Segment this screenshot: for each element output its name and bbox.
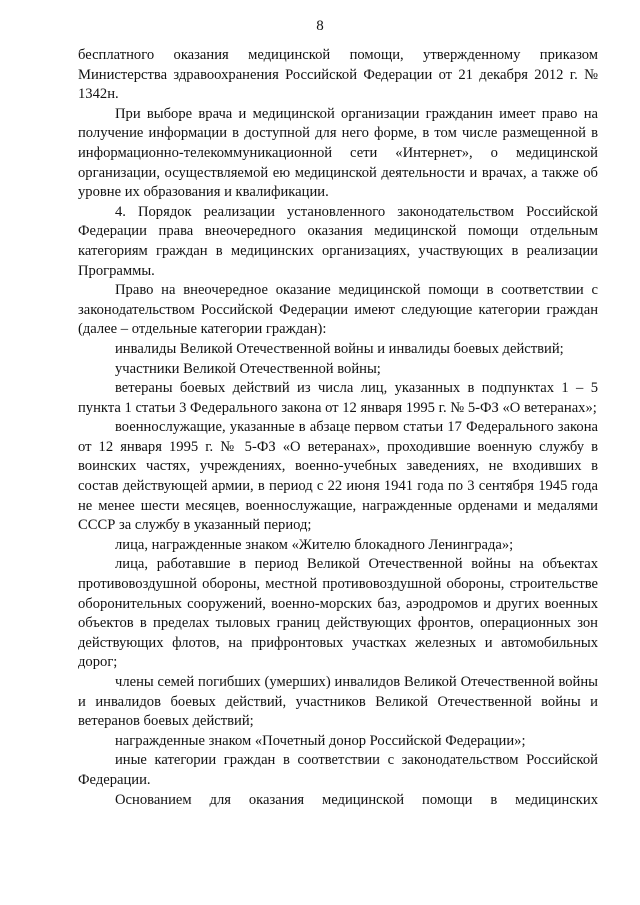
paragraph-section-4-heading: 4. Порядок реализации установленного законодательством Российской Федерации права внеочередного оказания медицинской помощи отдельным категориям граждан в медицинских организациях, участвующих в реализации Программы. [78,203,598,279]
paragraph-continuation: бесплатного оказания медицинской помощи, утвержденному приказом Министерства здравоохранения Российской Федерации от 21 декабря 2012 г. № 1342н. [78,47,598,103]
list-item-war-participants: участники Великой Отечественной войны; [115,360,381,377]
paragraph-grounds-continued: Основанием для оказания медицинской помощи в медицинских [115,791,598,808]
list-item-other-categories: иные категории граждан в соответствии с законодательством Российской Федерации. [78,752,598,788]
list-item-leningrad-siege: лица, награжденные знаком «Жителю блокадного Ленинграда»; [115,536,514,553]
page-number: 8 [316,18,324,34]
list-item-war-invalids: инвалиды Великой Отечественной войны и инвалиды боевых действий; [115,340,564,357]
list-item-honorary-donor: награжденные знаком «Почетный донор Российской Федерации»; [115,732,526,749]
list-item-military-servicemen: военнослужащие, указанные в абзаце первом статьи 17 Федерального закона от 12 января 1995 г. № 5-ФЗ «О ветеранах», проходившие военную службу в воинских частях, учреждениях, военно-учебных заведениях, не входивших в состав действующей армии, в период с 22 июня 1941 года по 3 сентября 1945 года не менее шести месяцев, военнослужащие, награжденные орденами и медалями СССР за службу в указанный период; [78,419,598,534]
paragraph-doctor-choice: При выборе врача и медицинской организации гражданин имеет право на получение информации в доступной для него форме, в том числе размещенной в информационно-телекоммуникационной сети «Интернет», о медицинской организации, осуществляемой ею медицинской деятельности и врачах, а также об уровне их образования и квалификации. [78,105,598,201]
list-item-family-members: члены семей погибших (умерших) инвалидов Великой Отечественной войны и инвалидов боевых действий, участников Великой Отечественной войны и ветеранов боевых действий; [78,674,598,730]
document-body [78,46,598,810]
paragraph-priority-right: Право на внеочередное оказание медицинской помощи в соответствии с законодательством Российской Федерации имеют следующие категории граждан (далее – отдельные категории граждан): [78,282,598,338]
list-item-combat-veterans: ветераны боевых действий из числа лиц, указанных в подпунктах 1 – 5 пункта 1 статьи 3 Федерального закона от 12 января 1995 г. № 5-ФЗ «О ветеранах»; [78,380,598,416]
list-item-wartime-workers: лица, работавшие в период Великой Отечественной войны на объектах противовоздушной обороны, местной противовоздушной обороны, строительстве оборонительных сооружений, военно-морских баз, аэродромов и других военных объектов в пределах тыловых границ действующих фронтов, операционных зон действующих флотов, на прифронтовых участках железных и автомобильных дорог; [78,556,598,671]
